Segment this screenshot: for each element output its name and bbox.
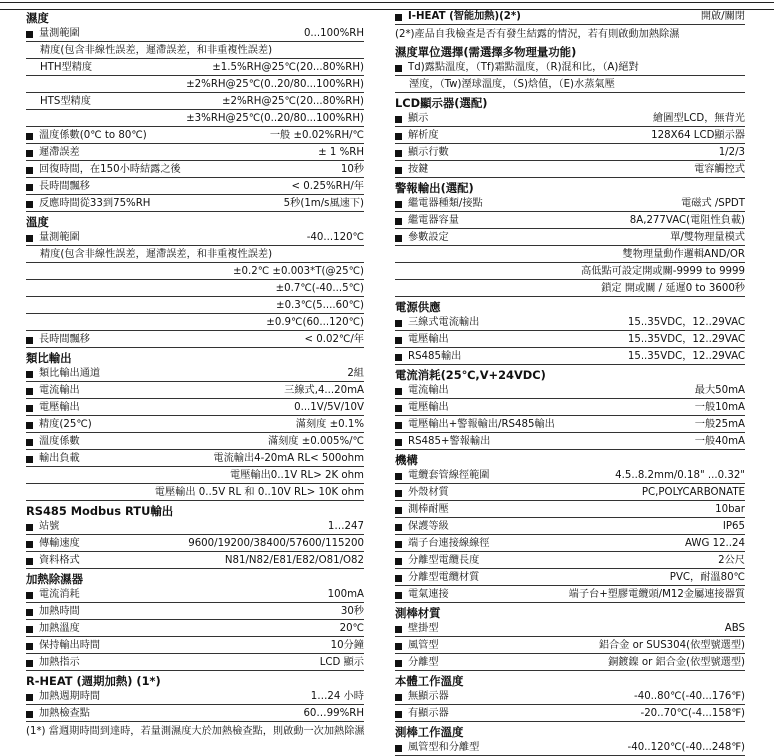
spec-value: 一般10mA	[694, 402, 745, 413]
spec-value: ±3%RH@25℃(0..20/80...100%RH)	[186, 113, 364, 124]
section-title: 類比輸出	[26, 351, 72, 365]
spec-value: 最大50mA	[694, 385, 745, 396]
spec-label: I-HEAT (智能加熱)(2*)	[408, 11, 521, 22]
right-column	[395, 8, 745, 756]
left-row	[26, 552, 364, 569]
spec-label: 溼度，（Tw)溼球溫度，（S)焓值，（E)水蒸氣壓	[409, 79, 615, 90]
left-row	[26, 280, 364, 297]
spec-label: HTH型精度	[40, 62, 93, 73]
bullet-square-icon	[395, 320, 402, 327]
bullet-square-icon	[395, 490, 402, 497]
right-row	[395, 280, 745, 297]
spec-label: 反應時間從33到75%RH	[39, 198, 151, 209]
spec-value: 10分鐘	[330, 640, 364, 651]
bullet-square-icon	[26, 660, 33, 667]
spec-label: 按鍵	[408, 164, 429, 175]
spec-value: 1…247	[327, 521, 364, 532]
spec-label: 精度(25℃)	[39, 419, 92, 430]
right-row	[395, 348, 745, 365]
spec-label: 長時間飄移	[39, 334, 90, 345]
spec-value: -20..70℃(-4...158℉)	[640, 708, 745, 719]
bullet-square-icon	[395, 626, 402, 633]
bullet-square-icon	[395, 541, 402, 548]
bullet-square-icon	[395, 745, 402, 752]
bullet-square-icon	[26, 150, 33, 157]
spec-value: 電壓輸出0..1V RL> 2K ohm	[230, 470, 364, 481]
right-row	[395, 467, 745, 484]
footnote	[26, 722, 364, 739]
spec-value: 9600/19200/38400/57600/115200	[188, 538, 364, 549]
spec-label: 無顯示器	[408, 691, 449, 702]
spec-label: 顯示	[408, 113, 429, 124]
right-row	[395, 433, 745, 450]
spec-value: ±0.2℃ ±0.003*T(@25℃)	[233, 266, 364, 277]
spec-value: -40...120℃	[306, 232, 364, 243]
section-heading	[395, 178, 745, 195]
left-row	[26, 586, 364, 603]
left-row	[26, 297, 364, 314]
spec-value: PC,POLYCARBONATE	[641, 487, 745, 498]
left-row	[26, 144, 364, 161]
spec-label: 輸出負載	[39, 453, 80, 464]
left-column	[26, 8, 364, 739]
left-row	[26, 467, 364, 484]
spec-value: 端子台+塑膠電纜頭/M12金屬連接器質	[568, 589, 745, 600]
bullet-square-icon	[395, 218, 402, 225]
left-row	[26, 246, 364, 263]
spec-label: 三線式電流輸出	[408, 317, 480, 328]
spec-label: 回復時間，在150小時結露之後	[39, 164, 181, 175]
left-row	[26, 382, 364, 399]
left-row	[26, 433, 364, 450]
right-row	[395, 586, 745, 603]
bullet-square-icon	[395, 643, 402, 650]
bullet-square-icon	[26, 201, 33, 208]
spec-value: 滿刻度 ±0.005%/℃	[267, 436, 364, 447]
left-row	[26, 25, 364, 42]
bullet-square-icon	[395, 694, 402, 701]
section-title: RS485 Modbus RTU輸出	[26, 504, 174, 518]
section-heading	[26, 671, 364, 688]
left-row	[26, 416, 364, 433]
spec-value: 15..35VDC，12..29VAC	[627, 317, 745, 328]
spec-label: 分離型電纜材質	[408, 572, 480, 583]
right-row	[395, 110, 745, 127]
spec-value: ±0.7℃(-40...5℃)	[275, 283, 364, 294]
spec-value: 單/雙物理量模式	[670, 232, 745, 243]
right-row	[395, 705, 745, 722]
bullet-square-icon	[395, 507, 402, 514]
left-row	[26, 518, 364, 535]
spec-value: LCD 顯示	[319, 657, 364, 668]
right-row	[395, 314, 745, 331]
spec-label: HTS型精度	[40, 96, 91, 107]
bullet-square-icon	[26, 133, 33, 140]
bullet-square-icon	[395, 354, 402, 361]
spec-label: 量測範圍	[39, 232, 80, 243]
spec-label: 電壓輸出	[39, 402, 80, 413]
bullet-square-icon	[26, 337, 33, 344]
bullet-square-icon	[26, 371, 33, 378]
spec-value: -40..120℃(-40...248℉)	[627, 742, 745, 753]
spec-value: -40..80℃(-40...176℉)	[634, 691, 745, 702]
spec-label: 風管型和分離型	[408, 742, 480, 753]
footnote	[395, 25, 745, 42]
spec-value: ±1.5%RH@25℃(20...80%RH)	[212, 62, 364, 73]
section-title: 測棒材質	[395, 606, 441, 620]
right-row	[395, 688, 745, 705]
right-row	[395, 229, 745, 246]
right-row	[395, 620, 745, 637]
bullet-square-icon	[395, 167, 402, 174]
right-row	[395, 59, 745, 76]
right-row	[395, 127, 745, 144]
spec-value: ±2%RH@25℃(0..20/80...100%RH)	[186, 79, 364, 90]
bullet-square-icon	[26, 524, 33, 531]
right-row	[395, 535, 745, 552]
section-title: 濕度單位選擇(需選擇多物理量功能)	[395, 45, 577, 59]
spec-value: 2組	[347, 368, 364, 379]
spec-value: 銅鍍鎳 or 鋁合金(依型號選型)	[608, 657, 745, 668]
right-row	[395, 212, 745, 229]
right-row	[395, 399, 745, 416]
spec-label: 量測範圍	[39, 28, 80, 39]
spec-label: 加熱時間	[39, 606, 80, 617]
spec-value: 一般25mA	[694, 419, 745, 430]
spec-value: PVC，耐溫80℃	[669, 572, 745, 583]
spec-label: 電壓輸出	[408, 402, 449, 413]
bullet-square-icon	[26, 626, 33, 633]
spec-label: 端子台連接線線徑	[408, 538, 490, 549]
spec-value: 1…24 小時	[310, 691, 364, 702]
spec-value: 電壓輸出 0..5V RL 和 0..10V RL> 10K ohm	[154, 487, 364, 498]
right-row	[395, 195, 745, 212]
spec-label: 加熱指示	[39, 657, 80, 668]
left-row	[26, 705, 364, 722]
section-title: 警報輸出(選配)	[395, 181, 474, 195]
spec-label: 加熱溫度	[39, 623, 80, 634]
bullet-square-icon	[395, 116, 402, 123]
section-title: R-HEAT (週期加熱) (1*)	[26, 674, 161, 688]
spec-label: 溫度係數(0℃ to 80℃)	[39, 130, 147, 141]
bullet-square-icon	[26, 609, 33, 616]
spec-value: < 0.25%RH/年	[291, 181, 364, 192]
spec-value: 10bar	[715, 504, 745, 515]
left-row	[26, 603, 364, 620]
spec-label: 遲滯誤差	[39, 147, 80, 158]
left-row	[26, 42, 364, 59]
spec-value: 鎖定 開或關 / 延遲0 to 3600秒	[601, 283, 745, 294]
bullet-square-icon	[26, 422, 33, 429]
spec-label: 電氣連接	[408, 589, 449, 600]
bullet-square-icon	[26, 643, 33, 650]
section-heading	[395, 297, 745, 314]
footnote-text: (2*)產品自我檢查是否有發生結露的情況，若有則啟動加熱除濕	[395, 29, 680, 40]
right-row	[395, 484, 745, 501]
bullet-square-icon	[26, 167, 33, 174]
right-row	[395, 263, 745, 280]
left-row	[26, 654, 364, 671]
left-row	[26, 688, 364, 705]
section-heading	[26, 348, 364, 365]
spec-value: ±2%RH@25℃(20...80%RH)	[221, 96, 364, 107]
bullet-square-icon	[395, 65, 402, 72]
spec-label: RS485輸出	[408, 351, 462, 362]
spec-label: 壁掛型	[408, 623, 439, 634]
spec-value: 電容觸控式	[694, 164, 745, 175]
section-heading	[395, 722, 745, 739]
left-row	[26, 450, 364, 467]
right-row	[395, 552, 745, 569]
spec-label: 電纜套管線徑範圍	[408, 470, 490, 481]
right-row	[395, 518, 745, 535]
spec-label: 加熱檢查點	[39, 708, 90, 719]
section-heading	[395, 671, 745, 688]
spec-label: 保持輸出時間	[39, 640, 101, 651]
bullet-square-icon	[395, 235, 402, 242]
left-row	[26, 59, 364, 76]
left-row	[26, 110, 364, 127]
spec-label: 測棒耐壓	[408, 504, 449, 515]
left-row	[26, 195, 364, 212]
spec-value: 20℃	[339, 623, 364, 634]
section-heading	[26, 501, 364, 518]
spec-label: RS485+警報輸出	[408, 436, 491, 447]
spec-value: 一般 ±0.02%RH/℃	[269, 130, 364, 141]
spec-label: 傳輸速度	[39, 538, 80, 549]
bullet-square-icon	[26, 184, 33, 191]
spec-value: 鋁合金 or SUS304(依型號選型)	[598, 640, 745, 651]
spec-value: 1/2/3	[718, 147, 745, 158]
spec-value: 滿刻度 ±0.1%	[295, 419, 364, 430]
bullet-square-icon	[395, 592, 402, 599]
spec-label: 參數設定	[408, 232, 449, 243]
section-title: 濕度	[26, 11, 49, 25]
spec-label: 分離型	[408, 657, 439, 668]
spec-label: 資料格式	[39, 555, 80, 566]
left-row	[26, 93, 364, 110]
spec-value: 15..35VDC，12..29VAC	[627, 334, 745, 345]
spec-value: 繪圖型LCD，無背光	[653, 113, 745, 124]
section-heading	[26, 569, 364, 586]
right-row	[395, 416, 745, 433]
left-row	[26, 331, 364, 348]
spec-value: AWG 12..24	[684, 538, 745, 549]
spec-label: 長時間飄移	[39, 181, 90, 192]
bullet-square-icon	[395, 405, 402, 412]
bullet-square-icon	[26, 711, 33, 718]
spec-value: ±0.9℃(60...120℃)	[266, 317, 364, 328]
spec-label: 外殼材質	[408, 487, 449, 498]
bullet-square-icon	[26, 541, 33, 548]
left-row	[26, 161, 364, 178]
bullet-square-icon	[395, 558, 402, 565]
right-row	[395, 161, 745, 178]
spec-value: 電流輸出4-20mA RL< 500ohm	[213, 453, 364, 464]
bullet-square-icon	[395, 14, 402, 21]
spec-value: 高低點可設定開或關-9999 to 9999	[581, 266, 745, 277]
spec-label: 解析度	[408, 130, 439, 141]
right-row	[395, 654, 745, 671]
spec-value: 100mA	[327, 589, 364, 600]
spec-value: 4.5..8.2mm/0.18" ...0.32"	[615, 470, 745, 481]
bullet-square-icon	[395, 388, 402, 395]
left-row	[26, 620, 364, 637]
spec-label: 精度(包含非線性誤差，遲滯誤差，和非重複性誤差)	[40, 249, 273, 260]
right-row	[395, 144, 745, 161]
right-row	[395, 246, 745, 263]
bullet-square-icon	[395, 473, 402, 480]
section-heading	[395, 603, 745, 620]
left-row	[26, 637, 364, 654]
bullet-square-icon	[395, 711, 402, 718]
section-title: 電源供應	[395, 300, 441, 314]
left-row	[26, 263, 364, 280]
spec-value: 30秒	[340, 606, 364, 617]
spec-value: 5秒(1m/s風速下)	[283, 198, 364, 209]
section-title: 本體工作溫度	[395, 674, 464, 688]
right-row	[395, 331, 745, 348]
bullet-square-icon	[395, 337, 402, 344]
right-row	[395, 8, 745, 25]
spec-value: 2公尺	[718, 555, 745, 566]
spec-label: 保護等級	[408, 521, 449, 532]
spec-value: 10秒	[340, 164, 364, 175]
section-heading	[26, 212, 364, 229]
left-row	[26, 229, 364, 246]
spec-label: 加熱週期時間	[39, 691, 101, 702]
left-row	[26, 535, 364, 552]
spec-label: 風管型	[408, 640, 439, 651]
section-title: 加熱除濕器	[26, 572, 83, 586]
bullet-square-icon	[26, 31, 33, 38]
spec-label: 有顯示器	[408, 708, 449, 719]
spec-label: 精度(包含非線性誤差，遲滯誤差，和非重複性誤差)	[40, 45, 273, 56]
section-heading	[395, 365, 745, 382]
section-title: LCD顯示器(選配)	[395, 96, 488, 110]
section-heading	[395, 93, 745, 110]
spec-value: 0...100%RH	[303, 28, 364, 39]
spec-value: < 0.02℃/年	[304, 334, 364, 345]
spec-label: Td)露點溫度，（Tf)霜點溫度，（R)混和比，（A)絕對	[408, 62, 639, 73]
spec-value: ±0.3℃(5....60℃)	[276, 300, 364, 311]
bullet-square-icon	[26, 405, 33, 412]
right-row	[395, 637, 745, 654]
spec-label: 繼電器容量	[408, 215, 459, 226]
spec-label: 繼電器種類/接點	[408, 198, 483, 209]
left-row	[26, 76, 364, 93]
spec-value: 128X64 LCD顯示器	[651, 130, 745, 141]
left-row	[26, 314, 364, 331]
bullet-square-icon	[395, 524, 402, 531]
spec-value: 0...1V/5V/10V	[294, 402, 364, 413]
spec-value: 雙物理量動作邏輯AND/OR	[622, 249, 745, 260]
right-row	[395, 76, 745, 93]
left-row	[26, 484, 364, 501]
bullet-square-icon	[26, 388, 33, 395]
spec-value: N81/N82/E81/E82/O81/O82	[224, 555, 364, 566]
section-heading	[395, 42, 745, 59]
spec-value: ± 1 %RH	[318, 147, 364, 158]
spec-label: 分離型電纜長度	[408, 555, 480, 566]
section-title: 電流消耗(25℃,V+24VDC)	[395, 368, 546, 382]
right-row	[395, 501, 745, 518]
spec-label: 電壓輸出	[408, 334, 449, 345]
spec-value: 15..35VDC，12..29VAC	[627, 351, 745, 362]
spec-value: 開啟/關閉	[700, 11, 745, 22]
spec-label: 電壓輸出+警報輸出/RS485輸出	[408, 419, 555, 430]
spec-label: 溫度係數	[39, 436, 80, 447]
right-row	[395, 739, 745, 756]
spec-label: 電流輸出	[39, 385, 80, 396]
bullet-square-icon	[395, 201, 402, 208]
left-row	[26, 127, 364, 144]
bullet-square-icon	[395, 422, 402, 429]
spec-label: 電流輸出	[408, 385, 449, 396]
bullet-square-icon	[395, 150, 402, 157]
footnote-text: (1*) 當週期時間到達時，若量測濕度大於加熱檢查點，則啟動一次加熱除濕	[26, 726, 365, 737]
bullet-square-icon	[26, 592, 33, 599]
spec-label: 類比輸出通道	[39, 368, 101, 379]
bullet-square-icon	[395, 133, 402, 140]
section-title: 溫度	[26, 215, 49, 229]
bullet-square-icon	[26, 235, 33, 242]
left-row	[26, 178, 364, 195]
bullet-square-icon	[395, 439, 402, 446]
right-row	[395, 382, 745, 399]
section-heading	[26, 8, 364, 25]
bullet-square-icon	[26, 558, 33, 565]
spec-value: 60…99%RH	[303, 708, 364, 719]
bullet-square-icon	[395, 575, 402, 582]
right-row	[395, 569, 745, 586]
spec-value: 一般40mA	[694, 436, 745, 447]
spec-value: IP65	[722, 521, 745, 532]
spec-label: 電流消耗	[39, 589, 80, 600]
spec-label: 站號	[39, 521, 60, 532]
section-title: 機構	[395, 453, 418, 467]
bullet-square-icon	[26, 694, 33, 701]
bullet-square-icon	[26, 439, 33, 446]
spec-value: 8A,277VAC(電阻性負載)	[629, 215, 745, 226]
spec-value: 三線式,4...20mA	[284, 385, 364, 396]
spec-value: 電磁式 /SPDT	[681, 198, 745, 209]
spec-label: 顯示行數	[408, 147, 449, 158]
left-row	[26, 365, 364, 382]
section-heading	[395, 450, 745, 467]
spec-value: ABS	[724, 623, 745, 634]
bullet-square-icon	[26, 456, 33, 463]
left-row	[26, 399, 364, 416]
bullet-square-icon	[395, 660, 402, 667]
section-title: 測棒工作溫度	[395, 725, 464, 739]
